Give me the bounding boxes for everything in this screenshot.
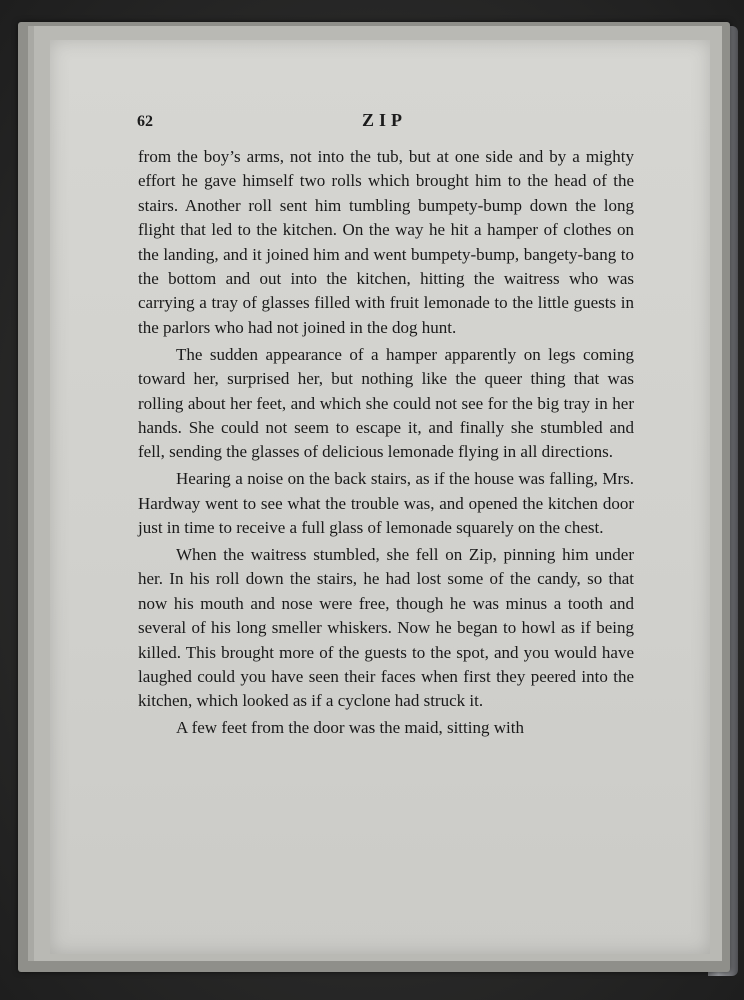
running-head: ZIP [362,110,408,130]
paragraph: The sudden appearance of a hamper apparently on legs coming toward her, surprised her, but nothing like the queer thing that was rolling about her feet, and which she could not see for the big tray in her hands. She could not seem to escape it, and finally she stumbled and fell, sending the glasses of delicious lemonade flying in all directions. [138,344,634,462]
page-number: 62 [137,113,153,130]
paragraph: Hearing a noise on the back stairs, as if the house was falling, Mrs. Hardway went to see what the trouble was, and opened the kitchen door just in time to receive a full glass of lemonade squarely on the chest. [138,469,634,538]
paragraph: from the boy’s arms, not into the tub, but at one side and by a mighty effort he gave himself two rolls which brought him to the head of the stairs. Another roll sent him tumbling bumpety-bump down the long flight that led to the kitchen. On the way he hit a hamper of clothes on the landing, and it joined him and went bumpety-bump, bangety-bang to the bottom and out into the kitchen, hitting the waitress who was carrying a tray of glasses filled with fruit lemonade to the little guests in the parlors who had not joined in the dog hunt. [138,147,634,337]
body-text [138,145,634,743]
page-header [137,110,637,137]
paragraph: When the waitress stumbled, she fell on Zip, pinning him under her. In his roll down the stairs, he had lost some of the candy, so that now his mouth and nose were free, though he was minus a tooth and several of his long smeller whiskers. Now he began to howl as if being killed. This brought more of the guests to the spot, and you would have laughed could you have seen their faces when first they peered into the kitchen, which looked as if a cyclone had struck it. [138,545,634,711]
paragraph: A few feet from the door was the maid, sitting with [176,718,524,738]
